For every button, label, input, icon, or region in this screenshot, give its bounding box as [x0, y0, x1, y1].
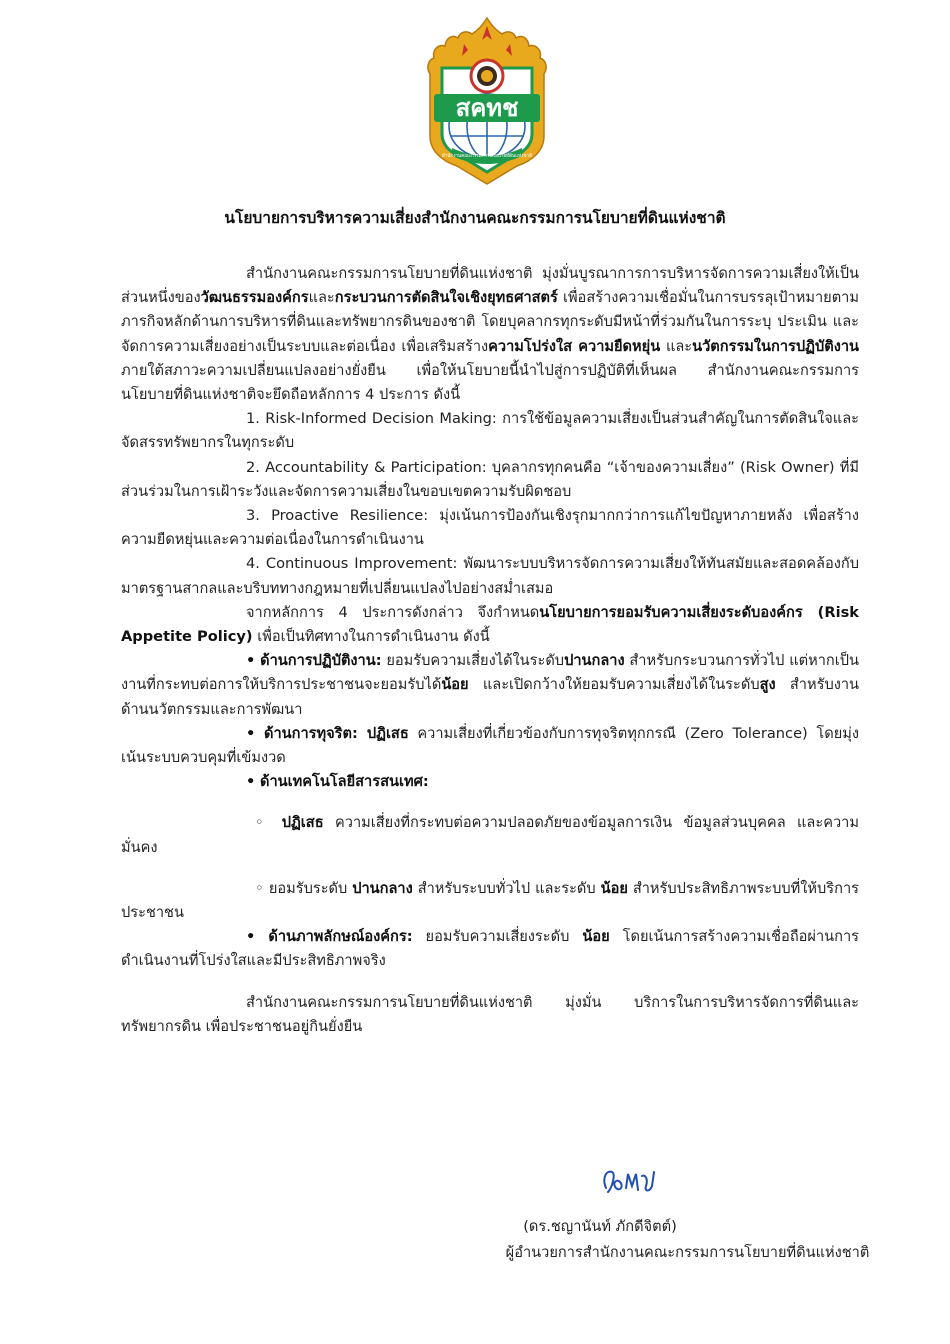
principle-1-label: 1. Risk-Informed Decision Making:	[246, 410, 497, 428]
it-sub2-text-3: สำหรับประสิทธิภาพระบบที่ให้บริการประชาชน	[121, 879, 860, 922]
hollow-bullet-icon: ◦	[255, 814, 271, 832]
operations-text-2: สำหรับกระบวนการทั่วไป แต่หากเป็นงานที่กระทบต่อการให้บริการประชาชนจะยอมรับได้	[121, 652, 859, 694]
intro-text-1: สำนักงานคณะกรรมการนโยบายที่ดินแห่งชาติ มุ่งมั่นบูรณาการการบริหารจัดการความเสี่ยงให้เป็นส่วนหนึ่งของ	[121, 265, 859, 307]
operations-bold-1: ปานกลาง	[564, 652, 625, 670]
it-sub1-text: ความเสี่ยงที่กระทบต่อความปลอดภัยของข้อมูลการเงิน ข้อมูลส่วนบุคคล และความมั่นคง	[121, 814, 859, 856]
appetite-bold: นโยบายการยอมรับความเสี่ยงระดับองค์กร (Risk Appetite Policy)	[121, 603, 859, 646]
image-text-1: ยอมรับความเสี่ยงระดับ	[412, 928, 583, 946]
corruption-label: ด้านการทุจริต: ปฏิเสธ	[263, 724, 409, 742]
it-sub2-text-2: สำหรับระบบทั่วไป และระดับ	[412, 879, 601, 897]
bullet-icon: •	[246, 928, 256, 946]
it-sub2-bold-1: ปานกลาง	[352, 879, 413, 897]
principle-2	[121, 456, 859, 504]
operations-text-4: สำหรับงานด้านนวัตกรรมและการพัฒนา	[121, 676, 860, 718]
operations-bold-3: สูง	[759, 676, 776, 694]
document-body	[121, 262, 859, 1039]
principle-1-text: การใช้ข้อมูลความเสี่ยงเป็นส่วนสำคัญในการตัดสินใจและจัดสรรทรัพยากรในทุกระดับ	[121, 410, 859, 452]
intro-bold-2: กระบวนการตัดสินใจเชิงยุทธศาสตร์	[334, 289, 558, 307]
operations-label: ด้านการปฏิบัติงาน:	[260, 652, 382, 670]
principle-3-label: 3. Proactive Resilience:	[246, 507, 429, 525]
bullet-icon: •	[246, 773, 256, 791]
operations-item	[121, 649, 859, 722]
principle-1	[121, 407, 859, 455]
it-label: ด้านเทคโนโลยีสารสนเทศ:	[259, 773, 429, 791]
intro-text-4: และ	[660, 337, 693, 355]
corruption-text: ความเสี่ยงที่เกี่ยวข้องกับการทุจริตทุกกรณี (Zero Tolerance) โดยมุ่งเน้นระบบควบคุมที่เข้มงวด	[121, 724, 859, 767]
bullet-icon: •	[246, 652, 256, 670]
intro-bold-4: นวัตกรรมในการปฏิบัติงาน	[692, 337, 859, 355]
image-item	[121, 925, 859, 973]
intro-bold-3: ความโปร่งใส ความยืดหยุ่น	[488, 337, 661, 355]
corruption-item	[121, 722, 859, 770]
principle-2-label: 2. Accountability & Participation:	[246, 458, 487, 476]
principle-4-label: 4. Continuous Improvement:	[246, 555, 458, 573]
emblem-icon	[412, 16, 562, 186]
hollow-bullet-icon: ◦	[255, 879, 264, 897]
signer-name: (ดร.ชญานันท์ ภักดีจิตต์)	[523, 1218, 677, 1235]
signer-position: ผู้อำนวยการสำนักงานคณะกรรมการนโยบายที่ดินแห่งชาติ	[505, 1244, 870, 1261]
it-subitem-1	[121, 811, 859, 859]
principle-4-text: พัฒนาระบบบริหารจัดการความเสี่ยงให้ทันสมัยและสอดคล้องกับมาตรฐานสากลและบริบททางกฎหมายที่เปลี่ยนแปลงไปอย่างสม่ำเสมอ	[121, 555, 859, 597]
image-label: ด้านภาพลักษณ์องค์กร:	[268, 928, 413, 946]
logo-text: สคทช	[455, 94, 519, 122]
intro-text-5: ภายใต้สภาวะความเปลี่ยนแปลงอย่างยั่งยืน เพื่อให้นโยบายนี้นำไปสู่การปฏิบัติที่เห็นผล สำนักงานคณะกรรมการนโยบายที่ดินแห่งชาติจะยึดถือหลักการ 4 ประการ ดังนี้	[121, 361, 859, 404]
it-item	[121, 770, 859, 794]
appetite-text-2: เพื่อเป็นทิศทางในการดำเนินงาน ดังนี้	[252, 628, 490, 646]
operations-bold-2: น้อย	[441, 676, 469, 694]
page-title: นโยบายการบริหารความเสี่ยงสำนักงานคณะกรรมการนโยบายที่ดินแห่งชาติ	[224, 209, 726, 227]
appetite-text-1: จากหลักการ 4 ประการดังกล่าว จึงกำหนด	[246, 603, 540, 621]
operations-text-3: และเปิดกว้างให้ยอมรับความเสี่ยงได้ในระดับ	[468, 676, 760, 694]
it-subitem-2	[121, 877, 859, 925]
bullet-icon: •	[246, 724, 256, 742]
intro-text-3: เพื่อสร้างความเชื่อมั่นในการบรรลุเป้าหมายตามภารกิจหลักด้านการบริหารที่ดินและทรัพยากรดินของชาติ โดยบุคลากรทุกระดับมีหน้าที่ร่วมกันในการระบุ ประเมิน และจัดการความเสี่ยงอย่างเป็นระบบและต่อเนื่อง เพื่อเสริมสร้าง	[121, 289, 859, 355]
intro-text-2: และ	[308, 289, 335, 307]
principle-2-text: บุคลากรทุกคนคือ “เจ้าของความเสี่ยง” (Risk Owner) ที่มีส่วนร่วมในการเฝ้าระวังและจัดการความเสี่ยงในขอบเขตความรับผิดชอบ	[121, 458, 859, 500]
principle-3	[121, 504, 859, 552]
intro-bold-1: วัฒนธรรมองค์กร	[200, 289, 309, 307]
it-sub1-bold: ปฏิเสธ	[281, 814, 324, 832]
image-text-2: โดยเน้นการสร้างความเชื่อถือผ่านการดำเนินงานที่โปร่งใสและมีประสิทธิภาพจริง	[121, 928, 860, 970]
principle-3-text: มุ่งเน้นการป้องกันเชิงรุกมากกว่าการแก้ไขปัญหาภายหลัง เพื่อสร้างความยืดหยุ่นและความต่อเนื่องในการดำเนินงาน	[121, 507, 859, 549]
principle-4	[121, 552, 859, 600]
it-sub2-text-1: ยอมรับระดับ	[263, 879, 353, 897]
signature-icon	[596, 1158, 666, 1208]
image-bold: น้อย	[582, 928, 610, 946]
intro-paragraph	[121, 262, 859, 407]
logo-subtext: สำนักงานคณะกรรมการนโยบายที่ดินแห่งชาติ	[441, 154, 533, 159]
it-sub2-bold-2: น้อย	[600, 879, 628, 897]
risk-appetite-paragraph	[121, 601, 859, 649]
closing-paragraph: สำนักงานคณะกรรมการนโยบายที่ดินแห่งชาติ มุ่งมั่น บริการในการบริหารจัดการที่ดินและทรัพยากรดิน เพื่อประชาชนอยู่กินยั่งยืน	[121, 993, 859, 1035]
operations-text-1: ยอมรับความเสี่ยงได้ในระดับ	[381, 652, 565, 670]
